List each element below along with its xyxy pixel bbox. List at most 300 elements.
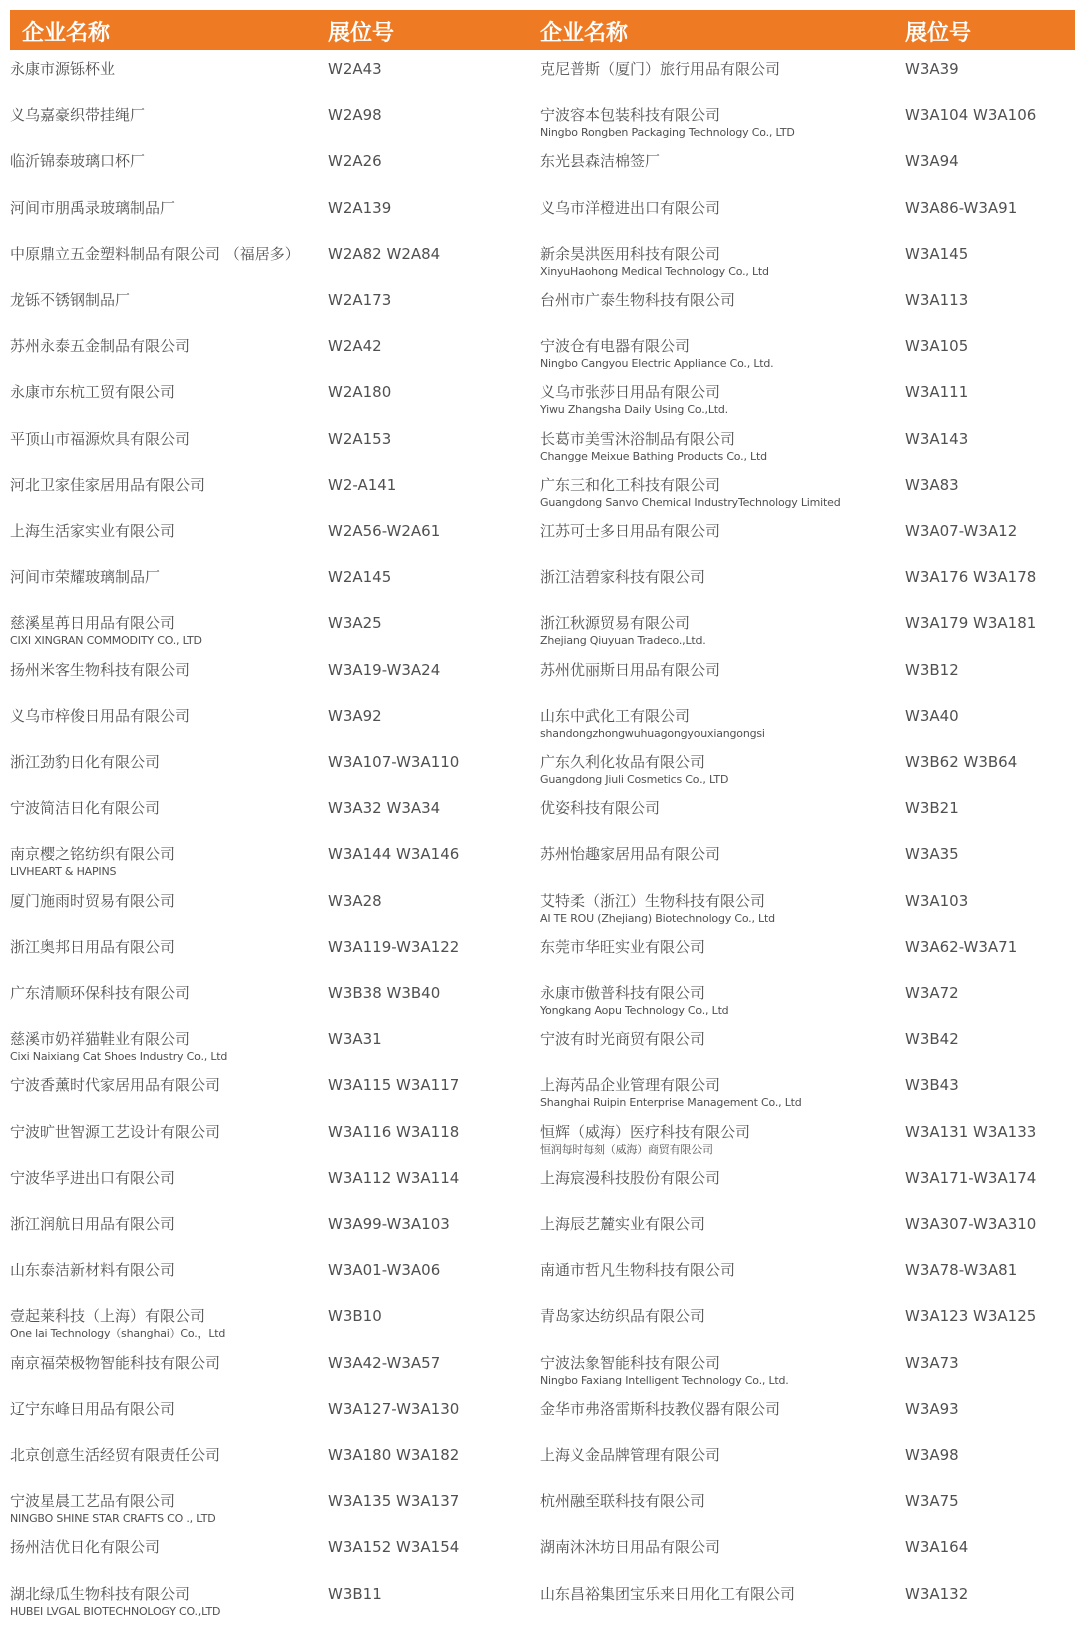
table-cell <box>540 799 895 818</box>
company-name: 上海辰艺麓实业有限公司 <box>540 1215 706 1233</box>
table-row <box>10 568 1075 614</box>
table-row <box>10 1169 1075 1215</box>
table-cell <box>328 614 528 633</box>
company-name: 上海芮品企业管理有限公司 <box>540 1076 721 1095</box>
table-header <box>10 10 1075 50</box>
table-row <box>10 1076 1075 1122</box>
booth-number: W3B38 W3B40 <box>328 984 441 1002</box>
company-english-name: Cixi Naixiang Cat Shoes Industry Co., Ltd <box>10 1050 228 1064</box>
table-cell <box>10 1446 310 1465</box>
company-english-name: Shanghai Ruipin Enterprise Management Co., Ltd <box>540 1096 802 1110</box>
table-cell <box>10 938 310 957</box>
company-name: 宁波容本包装科技有限公司 <box>540 106 721 125</box>
table-row <box>10 892 1075 938</box>
table-cell <box>540 383 895 417</box>
booth-number: W2A26 <box>328 152 382 171</box>
booth-number: W3B11 <box>328 1584 382 1603</box>
table-cell <box>905 1169 1080 1188</box>
company-name: 宁波有时光商贸有限公司 <box>540 1030 706 1049</box>
table-cell <box>10 614 310 648</box>
table-cell <box>905 1585 1080 1604</box>
company-name: 恒辉（威海）医疗科技有限公司 <box>540 1122 751 1141</box>
booth-number: W2A180 <box>328 383 392 402</box>
table-cell <box>10 199 310 218</box>
booth-number: W3A39 <box>905 60 959 78</box>
booth-number: W3A83 <box>905 475 959 494</box>
table-cell <box>328 1215 528 1234</box>
company-english-name: Ningbo Faxiang Intelligent Technology Co., Ltd. <box>540 1373 789 1387</box>
company-name: 宁波仓有电器有限公司 <box>540 337 691 356</box>
table-cell <box>10 430 310 449</box>
booth-number: W3A78-W3A81 <box>905 1261 1018 1280</box>
table-cell <box>540 199 895 218</box>
booth-number: W3A94 <box>905 152 959 171</box>
company-name: 扬州洁优日化有限公司 <box>10 1538 161 1557</box>
table-cell <box>328 799 528 818</box>
table-cell <box>540 1585 895 1604</box>
table-cell <box>540 614 895 648</box>
table-row <box>10 984 1075 1030</box>
booth-number: W3A152 W3A154 <box>328 1538 460 1557</box>
table-cell <box>540 1076 895 1110</box>
company-name: 广东久利化妆品有限公司 <box>540 753 706 771</box>
company-name: 厦门施雨时贸易有限公司 <box>10 891 176 910</box>
table-cell <box>540 152 895 171</box>
company-name: 艾特柔（浙江）生物科技有限公司 <box>540 891 766 910</box>
company-name: 长葛市美雪沐浴制品有限公司 <box>540 429 736 448</box>
company-name: 宁波旷世智源工艺设计有限公司 <box>10 1122 221 1141</box>
table-row <box>10 1585 1075 1631</box>
booth-number: W3A105 <box>905 337 969 356</box>
booth-number: W3A107-W3A110 <box>328 753 460 771</box>
company-name: 浙江秋源贸易有限公司 <box>540 614 691 633</box>
table-cell <box>905 568 1080 587</box>
company-english-name: Changge Meixue Bathing Products Co., Ltd <box>540 449 767 463</box>
table-cell <box>328 199 528 218</box>
table-row <box>10 1030 1075 1076</box>
table-cell <box>328 938 528 957</box>
table-cell <box>905 614 1080 633</box>
booth-number: W3A32 W3A34 <box>328 799 441 818</box>
table-cell <box>905 707 1080 726</box>
table-row <box>10 753 1075 799</box>
company-name: 山东泰洁新材料有限公司 <box>10 1261 176 1280</box>
company-english-name: Yiwu Zhangsha Daily Using Co.,Ltd. <box>540 403 728 417</box>
table-row <box>10 291 1075 337</box>
company-name: 湖北绿瓜生物科技有限公司 <box>10 1584 191 1603</box>
table-cell <box>10 291 310 310</box>
table-row <box>10 1215 1075 1261</box>
table-cell <box>328 984 528 1003</box>
company-name: 杭州融至联科技有限公司 <box>540 1492 706 1511</box>
booth-number: W3A98 <box>905 1446 959 1464</box>
table-cell <box>540 661 895 680</box>
company-name: 慈溪星苒日用品有限公司 <box>10 614 176 633</box>
table-cell <box>10 753 310 772</box>
company-name: 宁波法象智能科技有限公司 <box>540 1353 721 1372</box>
table-row <box>10 1261 1075 1307</box>
table-cell <box>905 799 1080 818</box>
table-cell <box>540 60 895 79</box>
table-cell <box>328 522 528 541</box>
table-cell <box>10 661 310 680</box>
booth-number: W3A35 <box>905 845 959 864</box>
company-name: 宁波香薰时代家居用品有限公司 <box>10 1076 221 1095</box>
booth-number: W3A104 W3A106 <box>905 106 1037 125</box>
table-row <box>10 661 1075 707</box>
booth-number: W3A86-W3A91 <box>905 198 1018 217</box>
table-cell <box>905 845 1080 864</box>
company-english-name: Zhejiang Qiuyuan Tradeco.,Ltd. <box>540 634 706 648</box>
table-cell <box>905 383 1080 402</box>
company-name-header: 企业名称 <box>540 21 629 46</box>
table-cell <box>328 1492 528 1511</box>
booth-number: W3A119-W3A122 <box>328 937 460 956</box>
company-name: 永康市源铄杯业 <box>10 60 116 78</box>
booth-number: W3A116 W3A118 <box>328 1122 460 1141</box>
table-row <box>10 106 1075 152</box>
booth-number: W3A99-W3A103 <box>328 1215 450 1233</box>
company-name: 苏州永泰五金制品有限公司 <box>10 337 191 356</box>
company-name: 扬州米客生物科技有限公司 <box>10 660 191 679</box>
table-cell <box>328 1446 528 1465</box>
booth-number: W3B21 <box>905 799 959 818</box>
table-row <box>10 1492 1075 1538</box>
table-cell <box>328 476 528 495</box>
table-row <box>10 245 1075 291</box>
company-name: 北京创意生活经贸有限责任公司 <box>10 1446 221 1464</box>
table-cell <box>10 245 310 264</box>
table-cell <box>905 245 1080 264</box>
company-name: 临沂锦泰玻璃口杯厂 <box>10 152 146 171</box>
company-name: 龙铄不锈钢制品厂 <box>10 291 131 309</box>
table-cell <box>10 106 310 125</box>
table-cell <box>905 938 1080 957</box>
company-english-name: CIXI XINGRAN COMMODITY CO., LTD <box>10 634 202 648</box>
table-cell <box>328 1585 528 1604</box>
table-cell <box>540 476 895 510</box>
company-name: 克尼普斯（厦门）旅行用品有限公司 <box>540 60 781 78</box>
table-row <box>10 707 1075 753</box>
table-cell <box>905 60 1080 79</box>
table-cell <box>328 337 528 356</box>
company-english-name: Yongkang Aopu Technology Co., Ltd <box>540 1004 729 1017</box>
table-cell <box>905 291 1080 310</box>
table-cell <box>905 1030 1080 1049</box>
company-name: 东光县森洁棉签厂 <box>540 152 661 171</box>
company-name: 台州市广泰生物科技有限公司 <box>540 291 736 309</box>
table-cell <box>905 1400 1080 1419</box>
booth-number: W3B12 <box>905 660 959 679</box>
booth-number: W3A72 <box>905 984 959 1002</box>
company-english-name: LIVHEART & HAPINS <box>10 865 117 879</box>
table-cell <box>10 568 310 587</box>
table-cell <box>540 1169 895 1188</box>
table-cell <box>10 1076 310 1095</box>
table-cell <box>10 1030 310 1064</box>
booth-number: W2-A141 <box>328 475 397 494</box>
company-name: 壹起莱科技（上海）有限公司 <box>10 1307 206 1326</box>
table-cell <box>328 1538 528 1557</box>
booth-number: W3A115 W3A117 <box>328 1076 460 1095</box>
booth-number: W3A25 <box>328 614 382 633</box>
table-cell <box>540 291 895 310</box>
table-cell <box>10 1261 310 1280</box>
table-cell <box>328 106 528 125</box>
company-name: 浙江奥邦日用品有限公司 <box>10 937 176 956</box>
table-cell <box>328 1123 528 1142</box>
company-name: 南京樱之铭纺织有限公司 <box>10 845 176 864</box>
company-name: 上海宸漫科技股份有限公司 <box>540 1168 721 1187</box>
company-name: 宁波简洁日化有限公司 <box>10 799 161 818</box>
table-cell <box>540 568 895 587</box>
table-cell <box>905 1538 1080 1557</box>
table-cell <box>328 661 528 680</box>
table-cell <box>540 1538 895 1557</box>
booth-number: W3B10 <box>328 1307 382 1326</box>
table-cell <box>10 1492 310 1526</box>
booth-number: W3B62 W3B64 <box>905 753 1018 771</box>
booth-number: W3A131 W3A133 <box>905 1122 1037 1141</box>
company-english-name: One lai Technology（shanghai）Co.，Ltd <box>10 1327 226 1341</box>
table-cell <box>10 984 310 1003</box>
table-cell <box>540 522 895 541</box>
table-cell <box>905 106 1080 125</box>
table-row <box>10 1123 1075 1169</box>
company-english-name: shandongzhongwuhuagongyouxiangongsi <box>540 726 765 740</box>
table-row <box>10 938 1075 984</box>
company-name: 义乌嘉豪织带挂绳厂 <box>10 106 146 125</box>
company-english-name: AI TE ROU (Zhejiang) Biotechnology Co., Ltd <box>540 911 775 925</box>
booth-number: W3B43 <box>905 1076 959 1095</box>
company-english-name: Guangdong Sanvo Chemical IndustryTechnology Limited <box>540 495 841 509</box>
booth-number: W3A40 <box>905 706 959 725</box>
table-cell <box>540 1215 895 1234</box>
table-cell <box>328 753 528 772</box>
table-cell <box>905 1076 1080 1095</box>
table-row <box>10 199 1075 245</box>
booth-number: W3A07-W3A12 <box>905 522 1018 540</box>
booth-number: W2A56-W2A61 <box>328 522 441 540</box>
table-cell <box>328 1261 528 1280</box>
table-cell <box>905 892 1080 911</box>
booth-number: W3A93 <box>905 1399 959 1418</box>
company-name: 义乌市梓俊日用品有限公司 <box>10 706 191 725</box>
table-cell <box>10 337 310 356</box>
table-cell <box>10 1215 310 1234</box>
booth-number: W3A103 <box>905 891 969 910</box>
table-cell <box>328 60 528 79</box>
table-cell <box>540 938 895 957</box>
table-cell <box>328 1400 528 1419</box>
company-name: 广东清顺环保科技有限公司 <box>10 984 191 1002</box>
table-cell <box>905 753 1080 772</box>
table-cell <box>328 707 528 726</box>
table-cell <box>10 476 310 495</box>
company-english-name: Ningbo Rongben Packaging Technology Co., LTD <box>540 126 795 140</box>
company-name: 浙江润航日用品有限公司 <box>10 1215 176 1233</box>
table-cell <box>10 152 310 171</box>
table-row <box>10 845 1075 891</box>
table-cell <box>905 661 1080 680</box>
table-cell <box>10 1585 310 1619</box>
table-cell <box>328 245 528 264</box>
booth-number: W3A307-W3A310 <box>905 1215 1037 1233</box>
booth-number: W3A31 <box>328 1030 382 1049</box>
table-cell <box>10 799 310 818</box>
table-cell <box>10 1169 310 1188</box>
company-name: 东莞市华旺实业有限公司 <box>540 937 706 956</box>
booth-number: W3A171-W3A174 <box>905 1168 1037 1187</box>
table-cell <box>10 1307 310 1341</box>
booth-number: W3A164 <box>905 1538 969 1557</box>
table-cell <box>905 337 1080 356</box>
table-cell <box>540 106 895 140</box>
table-row <box>10 337 1075 383</box>
table-cell <box>540 1030 895 1049</box>
table-cell <box>328 1354 528 1373</box>
table-cell <box>10 892 310 911</box>
table-cell <box>540 1446 895 1465</box>
table-cell <box>905 522 1080 541</box>
company-english-name: Guangdong Jiuli Cosmetics Co., LTD <box>540 773 729 786</box>
table-cell <box>328 1307 528 1326</box>
booth-number: W3A145 <box>905 244 969 263</box>
table-cell <box>10 383 310 402</box>
table-row <box>10 1446 1075 1492</box>
company-name: 新余昊洪医用科技有限公司 <box>540 244 721 263</box>
company-name: 宁波星晨工艺品有限公司 <box>10 1492 176 1511</box>
table-cell <box>905 984 1080 1003</box>
booth-number-header: 展位号 <box>905 21 972 46</box>
booth-number: W3A111 <box>905 383 969 402</box>
company-name: 永康市东杭工贸有限公司 <box>10 383 176 402</box>
company-name: 广东三和化工科技有限公司 <box>540 475 721 494</box>
table-cell <box>540 1400 895 1419</box>
company-english-name: Ningbo Cangyou Electric Appliance Co., Ltd. <box>540 357 774 371</box>
table-cell <box>540 892 895 926</box>
company-name: 优姿科技有限公司 <box>540 799 661 818</box>
table-row <box>10 1354 1075 1400</box>
table-cell <box>10 845 310 879</box>
table-row <box>10 1307 1075 1353</box>
table-cell <box>905 1123 1080 1142</box>
table-row <box>10 476 1075 522</box>
company-name: 金华市弗洛雷斯科技教仪器有限公司 <box>540 1399 781 1418</box>
company-name: 上海义金品牌管理有限公司 <box>540 1446 721 1464</box>
booth-number: W3B42 <box>905 1030 959 1049</box>
table-cell <box>328 845 528 864</box>
table-row <box>10 1400 1075 1446</box>
company-name: 中原鼎立五金塑料制品有限公司 （福居多） <box>10 244 300 263</box>
table-cell <box>540 337 895 371</box>
table-cell <box>905 199 1080 218</box>
company-name: 宁波华孚进出口有限公司 <box>10 1168 176 1187</box>
company-name: 义乌市洋橙进出口有限公司 <box>540 198 721 217</box>
company-name: 浙江洁碧家科技有限公司 <box>540 568 706 587</box>
booth-number: W3A132 <box>905 1584 969 1603</box>
booth-number: W3A42-W3A57 <box>328 1353 441 1372</box>
table-cell <box>905 1354 1080 1373</box>
table-cell <box>905 1261 1080 1280</box>
table-row <box>10 522 1075 568</box>
company-name: 苏州怡趣家居用品有限公司 <box>540 845 721 864</box>
booth-number: W3A92 <box>328 706 382 725</box>
company-name: 河北卫家佳家居用品有限公司 <box>10 475 206 494</box>
booth-number: W2A139 <box>328 198 392 217</box>
table-cell <box>10 1354 310 1373</box>
booth-number: W3A01-W3A06 <box>328 1261 441 1280</box>
table-cell <box>328 383 528 402</box>
table-cell <box>10 1400 310 1419</box>
table-cell <box>905 430 1080 449</box>
booth-number: W3A135 W3A137 <box>328 1492 460 1511</box>
table-cell <box>328 152 528 171</box>
company-english-name: NINGBO SHINE STAR CRAFTS CO ., LTD <box>10 1512 216 1526</box>
booth-number: W3A73 <box>905 1353 959 1372</box>
table-row <box>10 152 1075 198</box>
company-name: 永康市傲普科技有限公司 <box>540 984 706 1002</box>
booth-number: W3A180 W3A182 <box>328 1446 460 1464</box>
company-name: 苏州优丽斯日用品有限公司 <box>540 660 721 679</box>
table-cell <box>328 1169 528 1188</box>
table-cell <box>905 152 1080 171</box>
company-english-name: XinyuHaohong Medical Technology Co., Ltd <box>540 264 769 278</box>
table-cell <box>10 522 310 541</box>
table-cell <box>905 476 1080 495</box>
company-english-name: HUBEI LVGAL BIOTECHNOLOGY CO.,LTD <box>10 1604 221 1618</box>
table-row <box>10 1538 1075 1584</box>
booth-number: W2A43 <box>328 60 382 78</box>
table-cell <box>328 892 528 911</box>
company-name: 南京福荣极物智能科技有限公司 <box>10 1353 221 1372</box>
table-cell <box>540 1354 895 1388</box>
booth-number: W3A113 <box>905 291 969 309</box>
company-name: 湖南沐沐坊日用品有限公司 <box>540 1538 721 1557</box>
table-row <box>10 383 1075 429</box>
booth-number: W2A173 <box>328 291 392 309</box>
table-cell <box>540 1261 895 1280</box>
table-cell <box>540 753 895 787</box>
table-row <box>10 799 1075 845</box>
table-cell <box>328 430 528 449</box>
booth-number: W2A42 <box>328 337 382 356</box>
booth-number: W2A153 <box>328 429 392 448</box>
company-name: 平顶山市福源炊具有限公司 <box>10 429 191 448</box>
company-name-header: 企业名称 <box>22 21 111 46</box>
company-english-name: 恒润每时每刻（威海）商贸有限公司 <box>540 1142 713 1156</box>
company-name: 青岛家达纺织品有限公司 <box>540 1307 706 1326</box>
table-cell <box>540 1307 895 1326</box>
table-cell <box>10 1123 310 1142</box>
table-cell <box>905 1215 1080 1234</box>
booth-number: W3A144 W3A146 <box>328 845 460 864</box>
booth-number-header: 展位号 <box>328 21 395 46</box>
booth-number: W3A176 W3A178 <box>905 568 1037 587</box>
table-cell <box>905 1492 1080 1511</box>
table-cell <box>540 707 895 741</box>
table-cell <box>540 430 895 464</box>
booth-number: W3A123 W3A125 <box>905 1307 1037 1326</box>
booth-number: W3A143 <box>905 429 969 448</box>
table-row <box>10 60 1075 106</box>
table-cell <box>540 984 895 1018</box>
company-name: 慈溪市奶祥猫鞋业有限公司 <box>10 1030 191 1049</box>
table-cell <box>540 845 895 864</box>
table-cell <box>328 1030 528 1049</box>
booth-number: W2A82 W2A84 <box>328 244 441 263</box>
company-name: 浙江劲豹日化有限公司 <box>10 753 161 771</box>
